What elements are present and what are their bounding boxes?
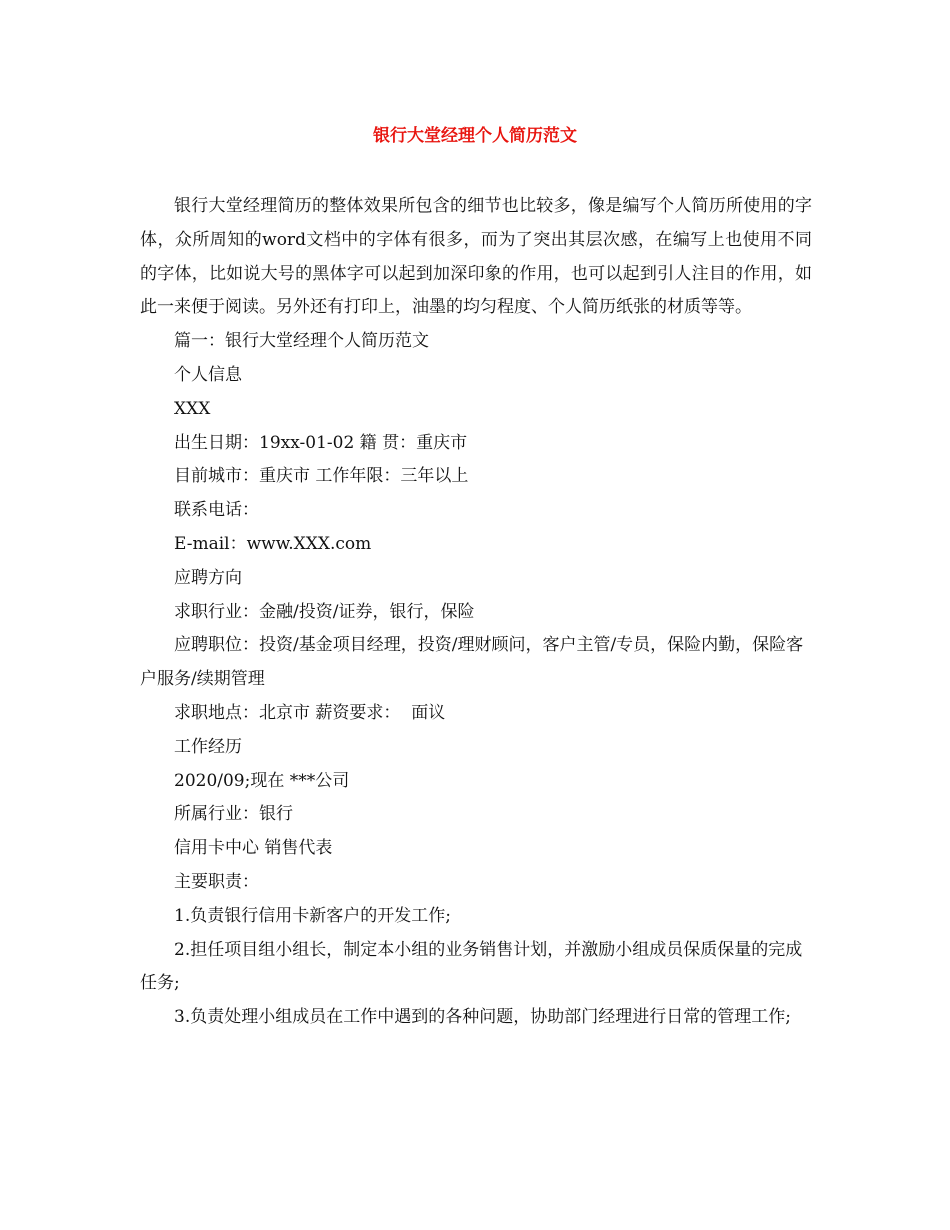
- birth-origin-line: 出生日期：19xx-01-02 籍 贯：重庆市: [174, 432, 468, 453]
- location-salary-line: 求职地点：北京市 薪资要求： 面议: [174, 702, 446, 723]
- duty-item-1: 1.负责银行信用卡新客户的开发工作;: [174, 905, 451, 926]
- duties-heading: 主要职责：: [174, 871, 259, 892]
- document-body: [140, 190, 812, 1035]
- industry-line: 求职行业：金融/投资/证券，银行，保险: [174, 601, 475, 622]
- intro-paragraph: 银行大堂经理简历的整体效果所包含的细节也比较多，像是编写个人简历所使用的字体，众所周知的word文档中的字体有很多，而为了突出其层次感，在编写上也使用不同的字体，比如说大号的黑体字可以起到加深印象的作用，也可以起到引人注目的作用，如此一来便于阅读。另外还有打印上，油墨的均匀程度、个人简历纸张的材质等等。: [140, 196, 812, 318]
- job-intent-heading: 应聘方向: [174, 567, 242, 588]
- city-years-line: 目前城市：重庆市 工作年限：三年以上: [174, 466, 469, 487]
- section-heading: 篇一：银行大堂经理个人简历范文: [174, 331, 429, 352]
- document-title: 银行大堂经理个人简历范文: [373, 126, 577, 146]
- email-line: E-mail：www.XXX.com: [174, 533, 372, 554]
- personal-info-heading: 个人信息: [174, 364, 242, 385]
- name-line: XXX: [174, 398, 211, 419]
- department-line: 信用卡中心 销售代表: [174, 838, 333, 859]
- work-heading: 工作经历: [174, 736, 242, 757]
- duty-item-3: 3.负责处理小组成员在工作中遇到的各种问题，协助部门经理进行日常的管理工作;: [174, 1007, 791, 1028]
- duty-item-2: 2.担任项目组小组长，制定本小组的业务销售计划，并激励小组成员保质保量的完成任务;: [140, 939, 803, 994]
- positions-line: 应聘职位：投资/基金项目经理，投资/理财顾问，客户主管/专员，保险内勤，保险客户服务/续期管理: [140, 635, 804, 690]
- phone-line: 联系电话：: [174, 500, 259, 521]
- work-industry-line: 所属行业：银行: [174, 804, 293, 825]
- period-line: 2020/09;现在 ***公司: [174, 770, 350, 791]
